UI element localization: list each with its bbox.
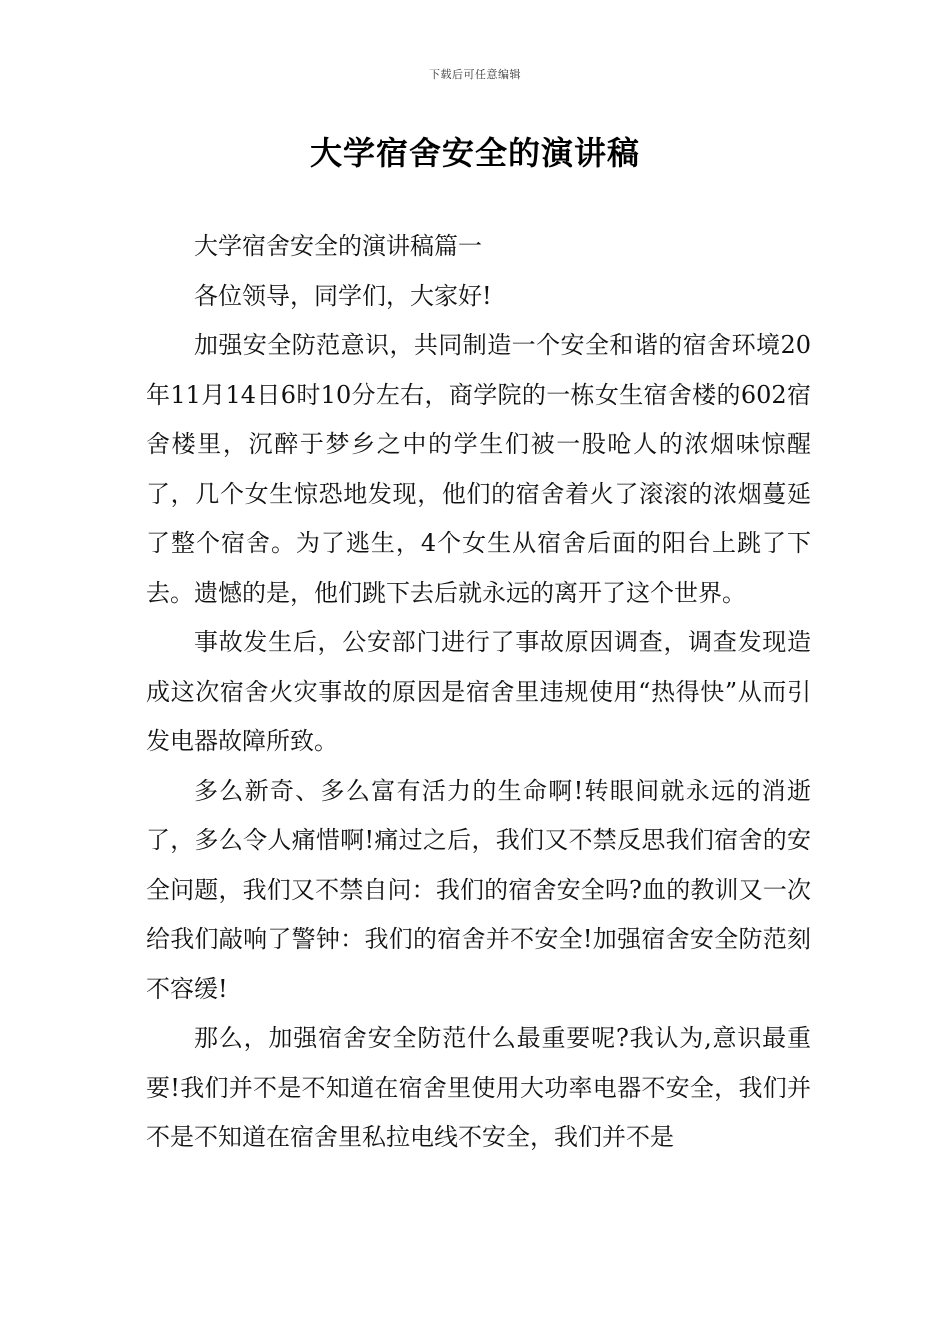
- paragraph-subtitle: 大学宿舍安全的演讲稿篇一: [194, 232, 482, 260]
- paragraph-investigation: 事故发生后，公安部门进行了事故原因调查，调查发现造成这次宿舍火灾事故的原因是宿舍里违规使用“热得快”从而引发电器故障所致。: [146, 628, 811, 755]
- paragraph-reflection: 多么新奇、多么富有活力的生命啊!转眼间就永远的消逝了，多么令人痛惜啊!痛过之后，我们又不禁反思我们宿舍的安全问题，我们又不禁自问：我们的宿舍安全吗?血的教训又一次给我们敲响了警钟：我们的宿舍并不安全!加强宿舍安全防范刻不容缓!: [146, 776, 811, 1003]
- header-note: 下载后可任意编辑: [429, 68, 521, 81]
- paragraph-greeting: 各位领导，同学们，大家好!: [194, 281, 492, 310]
- document-body: [146, 222, 811, 1163]
- paragraph-incident: 加强安全防范意识，共同制造一个安全和谐的宿舍环境20年11月14日6时10分左右，商学院的一栋女生宿舍楼的602宿舍楼里，沉醉于梦乡之中的学生们被一股呛人的浓烟味惊醒了，几个女生惊恐地发现，他们的宿舍着火了滚滚的浓烟蔓延了整个宿舍。为了逃生，4个女生从宿舍后面的阳台上跳了下去。遗憾的是，他们跳下去后就永远的离开了这个世界。: [146, 331, 811, 607]
- paragraph-awareness: 那么，加强宿舍安全防范什么最重要呢?我认为,意识最重要!我们并不是不知道在宿舍里使用大功率电器不安全，我们并不是不知道在宿舍里私拉电线不安全，我们并不是: [146, 1024, 811, 1151]
- document-title: 大学宿舍安全的演讲稿: [309, 134, 640, 172]
